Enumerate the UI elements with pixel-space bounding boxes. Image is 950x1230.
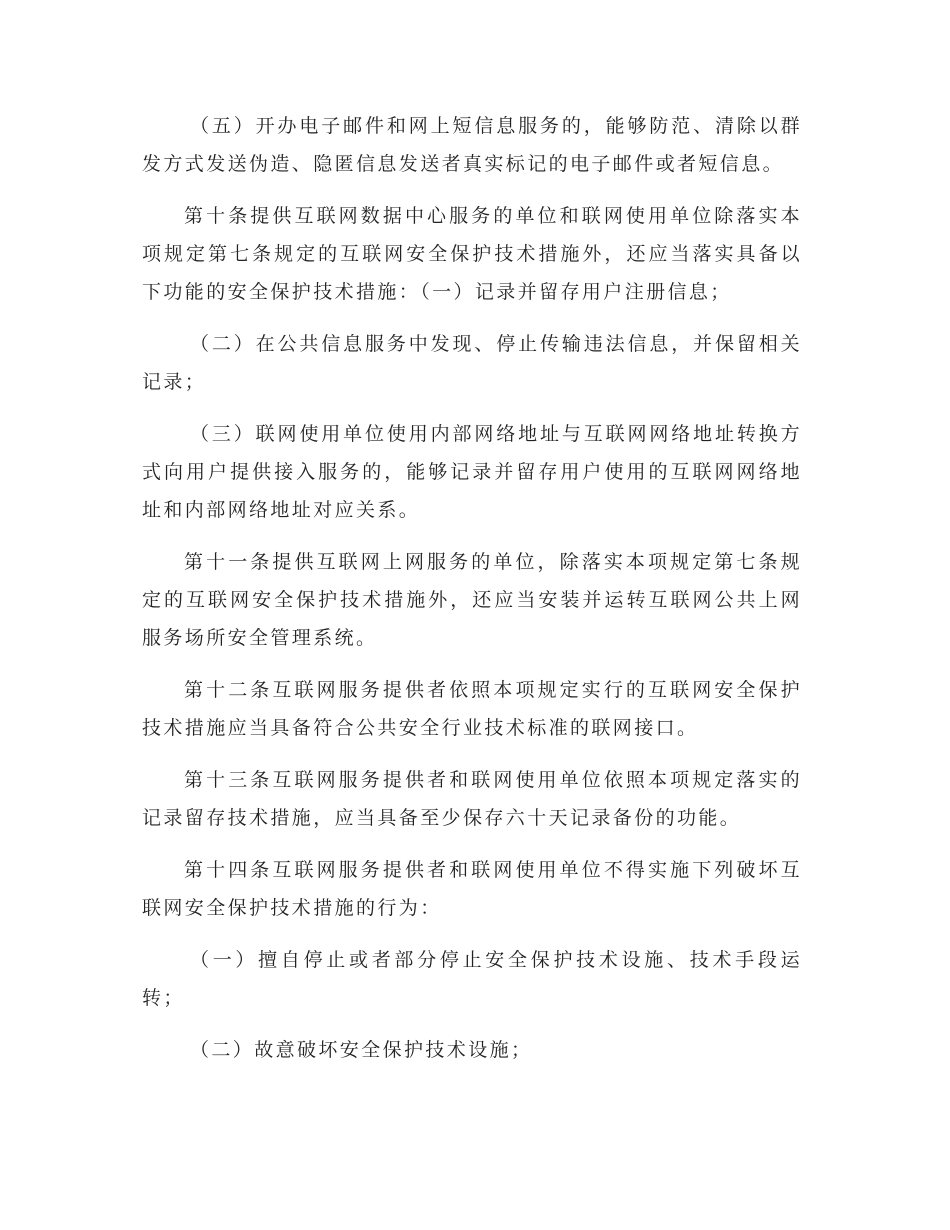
paragraph-item-2-destroy-facilities: （二）故意破坏安全保护技术设施； (190, 1039, 533, 1061)
paragraph-article-14: 第十四条互联网服务提供者和联网使用单位不得实施下列破坏互联网安全保护技术措施的行为： (142, 859, 802, 919)
paragraph-article-11: 第十一条提供互联网上网服务的单位，除落实本项规定第七条规定的互联网安全保护技术措施外，还应当安装并运转互联网公共上网服务场所安全管理系统。 (142, 551, 802, 649)
paragraph-article-12: 第十二条互联网服务提供者依照本项规定实行的互联网安全保护技术措施应当具备符合公共安全行业技术标准的联网接口。 (142, 679, 802, 739)
paragraph-article-10: 第十条提供互联网数据中心服务的单位和联网使用单位除落实本项规定第七条规定的互联网安全保护技术措施外，还应当落实具备以下功能的安全保护技术措施：（一）记录并留存用户注册信息； (142, 205, 802, 303)
paragraph-article-13: 第十三条互联网服务提供者和联网使用单位依照本项规定落实的记录留存技术措施，应当具备至少保存六十天记录备份的功能。 (142, 769, 802, 829)
paragraph-item-3-address-mapping: （三）联网使用单位使用内部网络地址与互联网网络地址转换方式向用户提供接入服务的，能够记录并留存用户使用的互联网网络地址和内部网络地址对应关系。 (142, 423, 802, 521)
paragraph-item-5-email-sms: （五）开办电子邮件和网上短信息服务的，能够防范、清除以群发方式发送伪造、隐匿信息发送者真实标记的电子邮件或者短信息。 (142, 115, 802, 175)
paragraph-item-2-illegal-info: （二）在公共信息服务中发现、停止传输违法信息，并保留相关记录； (142, 333, 802, 393)
paragraph-item-1-stop-facilities: （一）擅自停止或者部分停止安全保护技术设施、技术手段运转； (142, 949, 802, 1009)
